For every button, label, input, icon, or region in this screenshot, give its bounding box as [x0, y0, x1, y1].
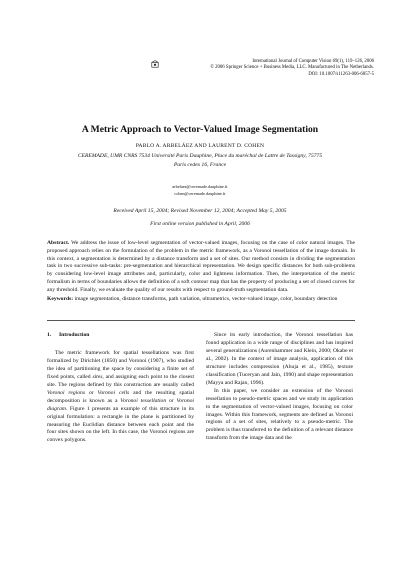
journal-header — [160, 59, 374, 78]
left-column — [47, 332, 194, 445]
section-heading — [47, 332, 194, 340]
affiliation-line: Paris cedex 16, France — [173, 161, 227, 168]
author-emails — [0, 183, 400, 197]
copyright-line: © 2006 Springer Science + Business Media, LLC. Manufactured in The Netherlands. — [210, 65, 374, 71]
keywords-text: image segmentation, distance transforms, path variation, ultrametrics, vector-valued image, color, boundary detection — [74, 296, 338, 302]
paper-title: A Metric Approach to Vector-Valued Image Segmentation — [81, 124, 319, 135]
received-dates: Received April 15, 2004; Revised November 12, 2004; Accepted May 5, 2005 — [113, 208, 287, 214]
section-title: Introduction — [59, 332, 90, 338]
abstract — [47, 240, 355, 295]
section-number: 1. — [47, 332, 52, 338]
paper-authors: PABLO A. ARBELÁEZ AND LAURENT D. COHEN — [135, 143, 265, 149]
email-address[interactable]: cohen@ceremade.dauphine.fr — [174, 191, 226, 197]
section-divider — [47, 320, 355, 321]
journal-citation: International Journal of Computer Vision 69(1), 119–126, 2006 — [252, 59, 374, 64]
abstract-label: Abstract. — [47, 240, 70, 246]
doi-line: DOI: 10.1007/s11263-006-6857-5 — [308, 71, 374, 77]
intro-paragraph: In this paper, we consider an extension of the Voronoi tessellation to pseudo-metric spaces and we study its application to the segmentation of vector-valued images, focusing on color images. Within this framework, segments are defined as Voronoi regions of a set of sites, relatively to a pseudo-metric. The problem is thus transferred to the definition of a relevant distance transform from the image data and the — [206, 387, 353, 442]
email-address[interactable]: arbelaez@ceremade.dauphine.fr — [172, 184, 228, 189]
abstract-text: We address the issue of low-level segmentation of vector-valued images, focusing on the case of color natural images. The proposed approach relies on the formulation of the problem in the metric framework, as a Voronoi tessellation of the image domain. In this context, a segmentation is determined by a distance transform and a set of sites. Our method consists in dividing the segmentation task in two successive sub-tasks: pre-segmentation and hierarchical representation. We design specific distances for both sub-problems by considering low-level image attributes and, particularly, color and lightness information. Then, the interpretation of the metric formalism in terms of boundaries allows the definition of a soft contour map that has the property of producing a set of closed curves for any threshold. Finally, we evaluate the quality of our results with respect to ground-truth segmentation data. — [47, 240, 355, 293]
intro-paragraph: Since its early introduction, the Voronoi tessellation has found application in a wide range of disciplines and has inspired several generalizations (Aurenhammer and Klein, 2000; Okabe et al., 2002). In the context of image analysis, application of this structure includes compression (Ahuja et al., 1985), texture classification (Tuceryan and Jain, 1990) and shape representation (Mayya and Rajan, 1996). — [206, 332, 353, 386]
online-publication-note: First online version published in April, 2006 — [150, 221, 250, 227]
keywords — [47, 296, 355, 304]
keywords-label: Keywords: — [47, 296, 74, 302]
affiliation-line: CEREMADE, UMR CNRS 7534 Université Paris Dauphine, Place du maréchal de Lattre de Tassigny, 75775 — [77, 153, 323, 159]
intro-paragraph: The metric framework for spatial tessellations was first formalized by Dirichlet (1850) and Voronoi (1907), who studied the idea of partitioning the space by considering a finite set of fixed points, called sites, and assigning each point to the closest site. The regions defined by this construction are usually called Voronoi regions or Voronoi cells and the resulting spatial decomposition is known as a Voronoi tessellation or Voronoi diagram. Figure 1 presents an example of this structure in its original formulation: a rectangle in the plane is partitioned by measuring the Euclidian distance between each point and the four sites shown on the left. In this case, the Voronoi regions are convex polygons. — [47, 349, 195, 444]
right-column — [206, 332, 353, 443]
affiliation — [0, 152, 400, 169]
publisher-logo-icon — [151, 60, 159, 68]
